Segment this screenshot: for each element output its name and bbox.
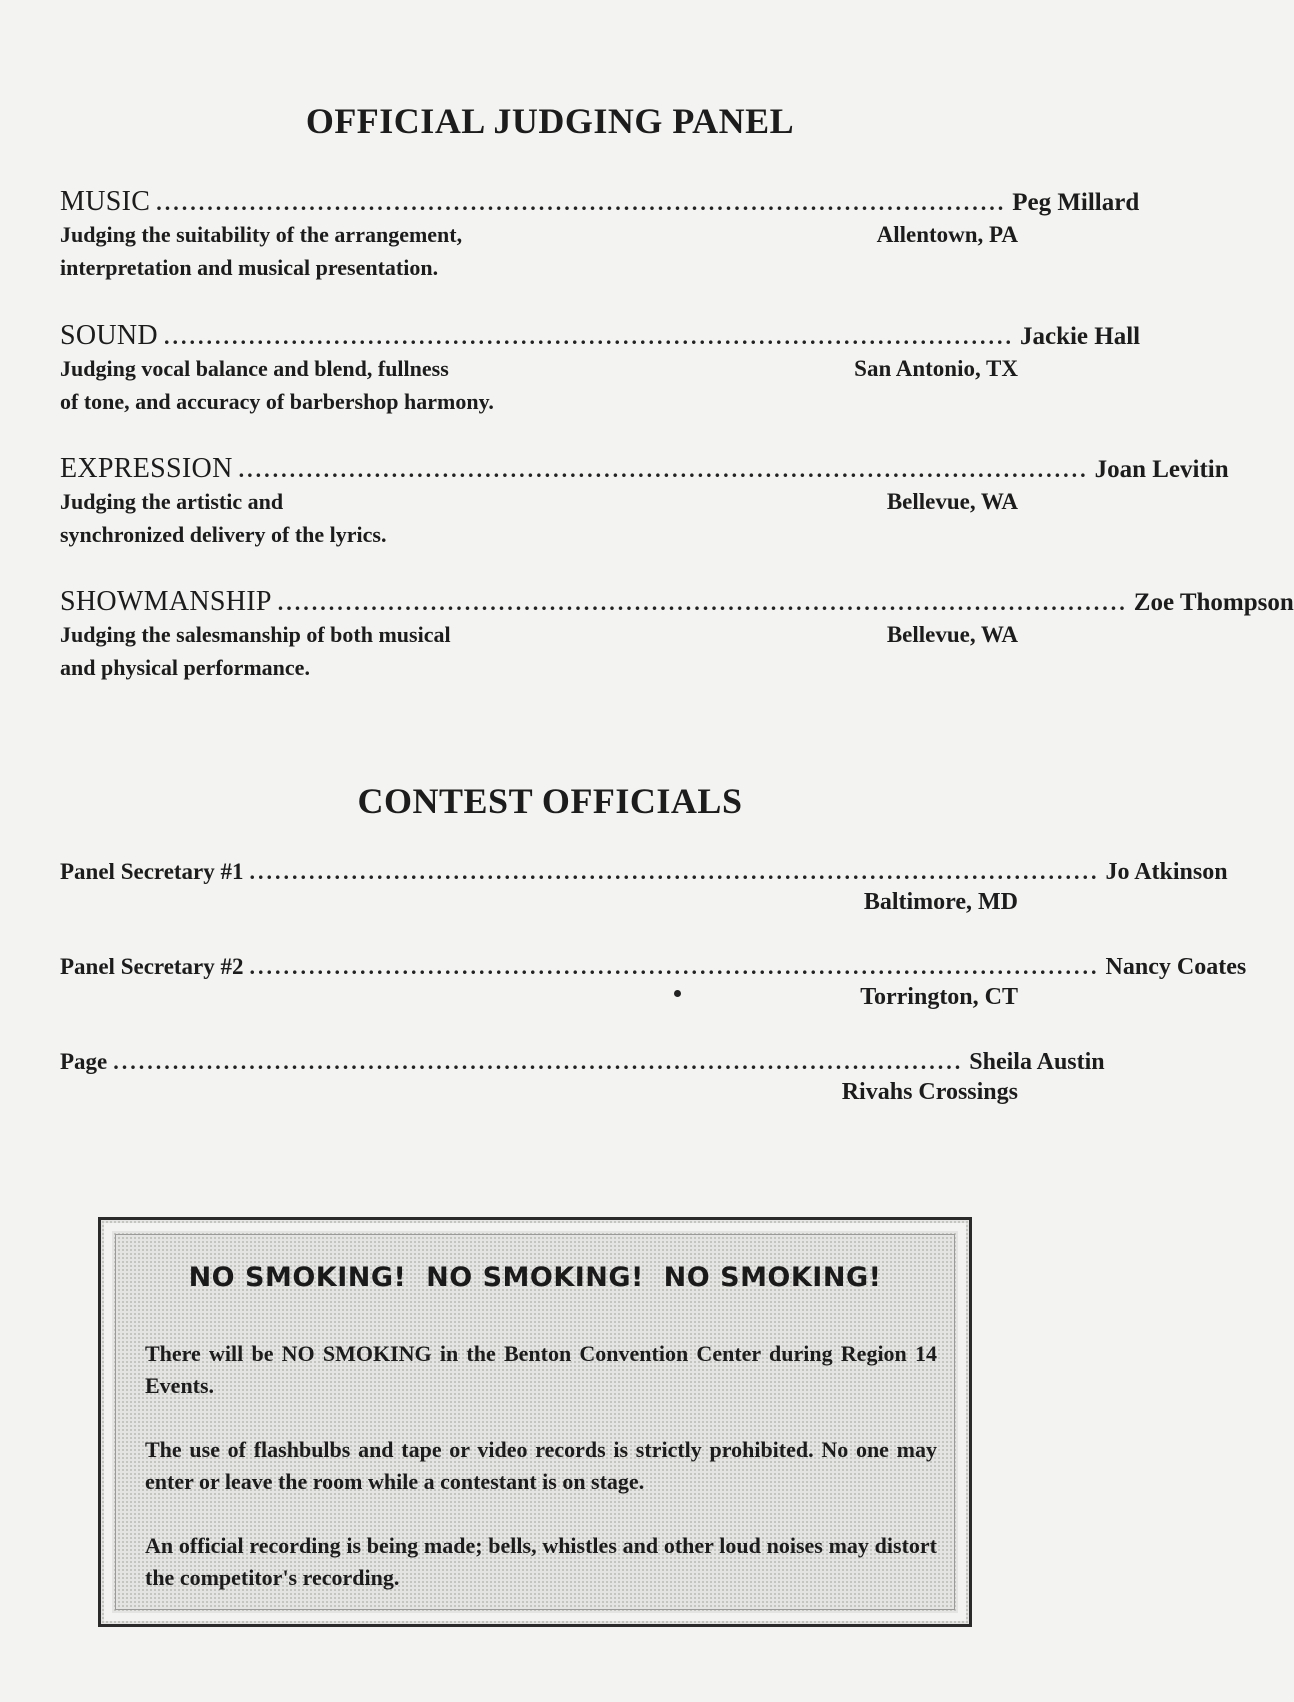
category-name: EXPRESSION [60, 453, 233, 484]
dot-leader: .................................................................................................... [249, 859, 1100, 884]
judge-location: Bellevue, WA [886, 622, 1018, 647]
dot-leader: .................................................................................................... [277, 590, 1128, 615]
notice-paragraph: An official recording is being made; bells, whistles and other loud noises may distort the competitor's recording. [145, 1533, 937, 1590]
judge-entry-expression [60, 453, 1229, 551]
no-smoking-notice [98, 1217, 972, 1627]
dot-leader: .................................................................................................... [113, 1049, 964, 1074]
official-role: Panel Secretary #1 [60, 859, 244, 884]
judge-name: Jackie Hall [1019, 323, 1141, 350]
dot-leader: .................................................................................................... [249, 954, 1100, 979]
category-name: SOUND [60, 320, 158, 351]
official-role: Page [60, 1049, 108, 1074]
description-line: Judging the artistic and [60, 489, 284, 514]
official-name: Jo Atkinson [1105, 859, 1228, 885]
official-location: Torrington, CT [860, 984, 1018, 1010]
judge-name: Zoe Thompson [1133, 589, 1294, 616]
description-line: Judging the salesmanship of both musical [60, 622, 451, 647]
official-entry [60, 954, 1247, 1014]
category-description [60, 352, 494, 418]
official-name: Nancy Coates [1105, 954, 1247, 980]
contest-officials-title: CONTEST OFFICIALS [357, 781, 743, 821]
dot-leader: .................................................................................................... [238, 457, 1089, 482]
category-name: SHOWMANSHIP [60, 586, 272, 617]
category-description [60, 618, 451, 684]
category-description [60, 218, 462, 284]
notice-paragraph: There will be NO SMOKING in the Benton Convention Center during Region 14 Events. [145, 1341, 937, 1398]
dot-leader: .................................................................................................... [156, 190, 1007, 215]
description-line: and physical performance. [60, 655, 310, 680]
judging-panel-title: OFFICIAL JUDGING PANEL [305, 101, 795, 141]
category-name: MUSIC [60, 186, 151, 217]
stray-bullet-mark [674, 990, 681, 997]
official-entry [60, 1049, 1105, 1109]
description-line: Judging the suitability of the arrangement, [60, 222, 463, 247]
judge-name: Joan Levitin [1094, 456, 1229, 483]
judge-name: Peg Millard [1012, 189, 1140, 216]
description-line: synchronized delivery of the lyrics. [60, 522, 387, 547]
notice-title: NO SMOKING! NO SMOKING! NO SMOKING! [188, 1262, 882, 1293]
official-entry [60, 859, 1228, 919]
official-location: Rivahs Crossings [841, 1079, 1018, 1105]
dot-leader: .................................................................................................... [163, 324, 1014, 349]
judge-location: Bellevue, WA [886, 489, 1018, 514]
description-line: of tone, and accuracy of barbershop harmony. [60, 389, 494, 414]
official-role: Panel Secretary #2 [60, 954, 244, 979]
notice-paragraph: The use of flashbulbs and tape or video records is strictly prohibited. No one may enter or leave the room while a contestant is on stage. [145, 1437, 937, 1494]
official-name: Sheila Austin [969, 1049, 1105, 1075]
judge-location: Allentown, PA [876, 222, 1018, 247]
judge-entry-music [60, 186, 1140, 284]
official-location: Baltimore, MD [863, 889, 1018, 915]
judge-entry-showmanship [60, 586, 1294, 684]
judge-entry-sound [60, 320, 1141, 418]
judge-location: San Antonio, TX [854, 356, 1018, 381]
description-line: Judging vocal balance and blend, fullness [60, 356, 449, 381]
description-line: interpretation and musical presentation. [60, 255, 439, 280]
category-description [60, 485, 387, 551]
